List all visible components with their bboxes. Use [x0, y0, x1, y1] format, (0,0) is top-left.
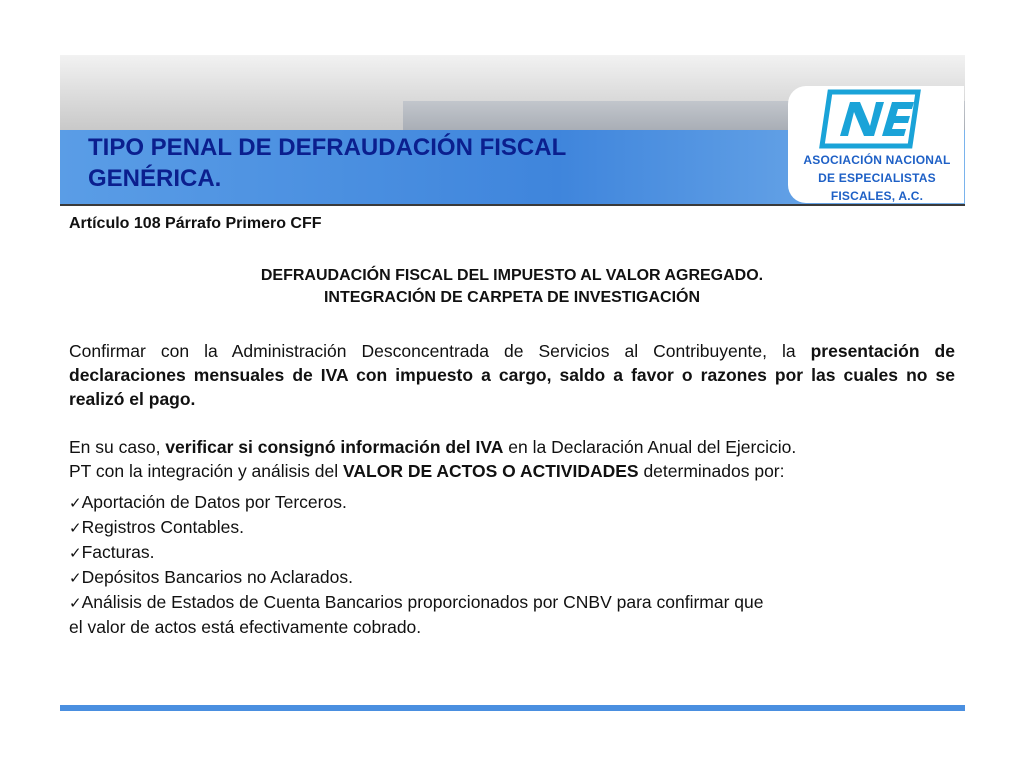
paragraph-2-line-2 — [69, 459, 955, 483]
checklist-item-label: Facturas. — [81, 542, 155, 562]
checklist-item — [69, 515, 955, 540]
title-line-2: GENÉRICA. — [88, 165, 222, 192]
checkmark-icon: ✓ — [69, 594, 82, 612]
logo-mark-text: ANE — [818, 88, 821, 89]
footer-bar — [60, 705, 965, 711]
checkmark-icon: ✓ — [69, 494, 82, 512]
checkmark-icon: ✓ — [69, 519, 82, 537]
paragraph-1-bold: presentación de declaraciones mensuales de IVA con impuesto a cargo, saldo a favor o razones por las cuales no se realizó el pago. — [69, 341, 955, 409]
checklist — [69, 490, 955, 639]
logo-text — [787, 151, 967, 205]
slide-title — [88, 132, 738, 194]
p2-line2-bold: VALOR DE ACTOS O ACTIVIDADES — [343, 461, 639, 481]
checklist-item-label: Aportación de Datos por Terceros. — [81, 492, 347, 512]
p2-line2-end: determinados por: — [638, 461, 785, 481]
paragraph-1-text: Confirmar con la Administración Desconcentrada de Servicios al Contribuyente, la — [69, 341, 811, 361]
logo-line-1: ASOCIACIÓN NACIONAL — [803, 153, 951, 167]
checklist-item-label: Registros Contables. — [81, 517, 245, 537]
checklist-continuation: el valor de actos está efectivamente cobrado. — [69, 617, 422, 637]
logo-line-3: FISCALES, A.C. — [830, 189, 924, 203]
p2-line1-start: En su caso, — [69, 437, 166, 457]
checklist-item — [69, 490, 955, 515]
section-heading-line-1: DEFRAUDACIÓN FISCAL DEL IMPUESTO AL VALOR AGREGADO. — [260, 267, 764, 284]
section-heading-line-2: INTEGRACIÓN DE CARPETA DE INVESTIGACIÓN — [323, 289, 701, 306]
section-heading — [69, 265, 955, 309]
checkmark-icon: ✓ — [69, 544, 82, 562]
paragraph-2-line-1 — [69, 435, 955, 459]
slide-content — [69, 213, 955, 639]
p2-line1-end: en la Declaración Anual del Ejercicio. — [503, 437, 797, 457]
paragraph-confirmation — [69, 339, 955, 411]
ane-logo-icon — [818, 88, 924, 150]
title-line-1: TIPO PENAL DE DEFRAUDACIÓN FISCAL — [88, 134, 567, 161]
article-reference: Artículo 108 Párrafo Primero CFF — [69, 215, 322, 232]
p2-line2-start: PT con la integración y análisis del — [69, 461, 343, 481]
checkmark-icon: ✓ — [69, 569, 82, 587]
logo-line-2: DE ESPECIALISTAS — [818, 171, 936, 185]
checklist-item-label: Análisis de Estados de Cuenta Bancarios proporcionados por CNBV para confirmar que — [81, 592, 764, 612]
p2-line1-bold: verificar si consignó información del IVA — [165, 437, 504, 457]
paragraph-verification — [69, 435, 955, 483]
checklist-item — [69, 565, 955, 590]
checklist-item — [69, 590, 955, 615]
checklist-item-label: Depósitos Bancarios no Aclarados. — [81, 567, 353, 587]
checklist-item — [69, 540, 955, 565]
